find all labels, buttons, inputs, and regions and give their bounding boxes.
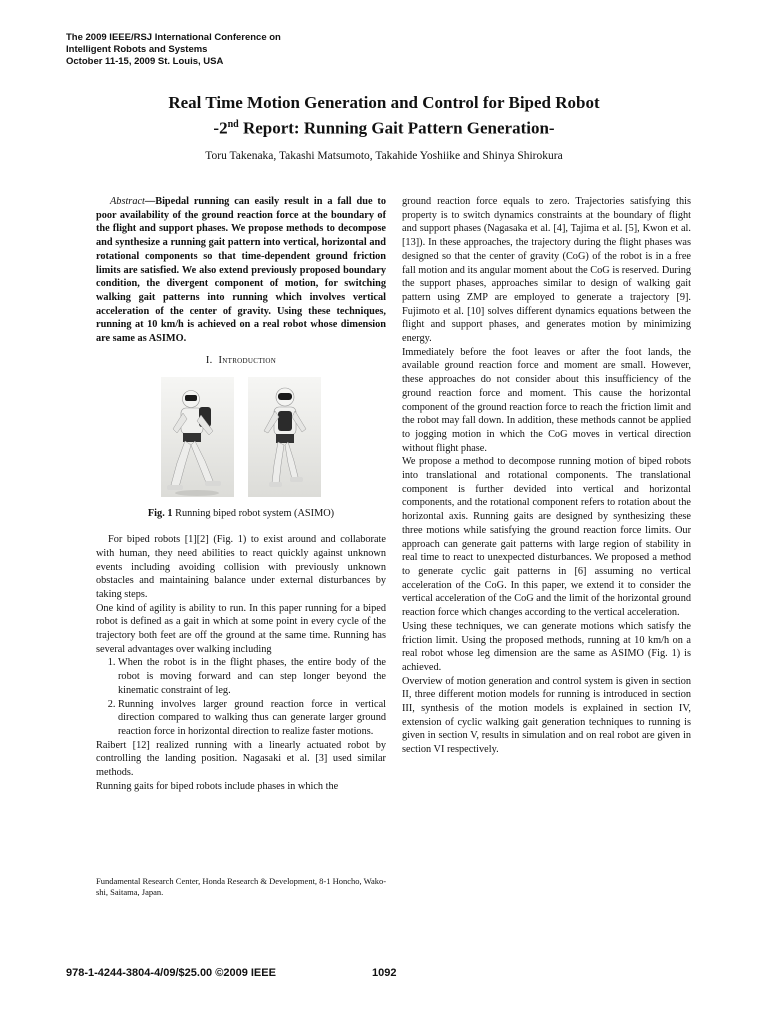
footer-isbn: 978-1-4244-3804-4/09/$25.00 ©2009 IEEE: [66, 967, 276, 979]
intro-paragraph-3: Raibert [12] realized running with a linearly actuated robot by controlling the landing position. Nagasaki et al. [3] used similar methods.: [96, 739, 386, 779]
section-heading-introduction: [96, 354, 386, 368]
abstract-text: Bipedal running can easily result in a fall due to poor availability of the ground reaction force at the boundary of the flight and support phases. We propose methods to decompose and synthesize a running gait pattern into vertical, horizontal and rotational components so that time-dependent ground friction limits are satisfied. We also extend previously proposed boundary condition, the divergent component of motion, for switching walking gait patterns into running which involves vertical acceleration of the center of gravity. Using these techniques, running at 10 km/h is achieved on a real robot whose dimension are same as ASIMO.: [96, 196, 386, 345]
abstract-dash: —: [144, 196, 156, 207]
conference-line-1: The 2009 IEEE/RSJ International Conference on: [66, 32, 281, 43]
list-item: 2. Running involves larger ground reaction force in vertical direction compared to walking thus can generate larger ground reaction force in horizontal direction to realize faster motions.: [118, 698, 386, 739]
right-paragraph-1: ground reaction force equals to zero. Trajectories satisfying this property is to switch dynamics constraints at the boundary of flight and support phases (Nagasaka et al. [4], Tajima et al. [5], Kwon et al. [13]). In these approaches, the trajectory during the flight phases was designed so that the center of gravity (CoG) of the robot is in a free fall motion and its angular moment about the CoG is reserved. During the support phases, approaches similar to design of walking gait pattern using ZMP are employed to generate a trajectory [9]. Fujimoto et al. [10] solves different dynamics equations between the flight and support phases, and generates motion by minimizing energy.: [402, 196, 691, 345]
title-rest: Report: Running Gait Pattern Generation-: [238, 118, 555, 138]
figure-caption-text: Running biped robot system (ASIMO): [172, 508, 335, 520]
right-column: [402, 195, 691, 757]
conference-line-2: Intelligent Robots and Systems: [66, 44, 208, 55]
list-item: 1. When the robot is in the flight phases, the entire body of the robot is moving forward and can step longer beyond the kinematic constraint of leg.: [118, 656, 386, 697]
robot-photo-airborne: [248, 377, 321, 497]
intro-paragraph-1: For biped robots [1][2] (Fig. 1) to exist around and collaborate with human, they need abilities to react quickly against unknown events including avoiding collision with previously unknown obstacles and maintaining balance under external disturbances by taking steps.: [96, 534, 386, 600]
paper-title: [0, 92, 768, 140]
right-paragraph-4: Using these techniques, we can generate motions which satisfy the friction limit. Using the proposed methods, running at 10 km/h on a real robot whose leg dimension are the same as ASIMO (Fig. 1) is achieved.: [402, 620, 691, 673]
left-column: [96, 195, 386, 794]
conference-header: [66, 32, 281, 68]
right-paragraph-2: Immediately before the foot leaves or after the foot lands, the available ground reaction force and moment are small. However, these approaches do not consider about this insufficiency of the ground reaction force and moment. This cause the horizontal component of the ground reaction force to reach the friction limit and the robot may fall down. In addition, these methods cannot be applied to jogging motion in which the CoG moves in vertical direction without flight phase.: [402, 346, 691, 454]
intro-paragraph-4: Running gaits for biped robots include phases in which the: [96, 780, 339, 792]
figure-1-images: [96, 377, 386, 497]
author-list: Toru Takenaka, Takashi Matsumoto, Takahide Yoshiike and Shinya Shirokura: [205, 150, 563, 162]
section-label: Introduction: [218, 354, 277, 366]
conference-line-3: October 11-15, 2009 St. Louis, USA: [66, 56, 224, 67]
robot-photo-running: [161, 377, 234, 497]
title-line-1: Real Time Motion Generation and Control for Biped Robot: [168, 93, 600, 112]
right-paragraph-5: Overview of motion generation and control system is given in section II, three different motion models for running is introduced in section III, synthesis of the motion models is explained in section IV, extension of cyclic walking gait generation techniques to running is given in section V, results in simulation and on real robot are given in section VI respectively.: [402, 675, 691, 756]
title-line-2: [0, 114, 768, 140]
section-numeral: I.: [205, 354, 213, 366]
advantages-list: [96, 656, 386, 738]
figure-1-caption: [96, 507, 386, 521]
footnote-affiliation: Fundamental Research Center, Honda Research & Development, 8-1 Honcho, Wako-shi, Saitama, Japan.: [96, 876, 387, 897]
intro-paragraph-2: One kind of agility is ability to run. In this paper running for a biped robot is defined as a gait in which at some point in every cycle of the trajectory both feet are off the ground at the same time. Running has several advantages over walking including: [96, 602, 386, 655]
abstract: [96, 195, 386, 346]
right-paragraph-3: We propose a method to decompose running motion of biped robots into translational and rotational components. The translational component is further devided into vertical and horizontal components, and the rotational component refers to rotation about the horizontal axis. Running gaits are designed by synthesizing these three motions while satisfying the ground reaction force limits. Our approach can generate gait patterns with large region of stability in real time to react to unexpected disturbances. We proposed a method to generate cyclic gait patterns in [6] assuming no vertical acceleration of the CoG. In this paper, we extend it to consider the vertical acceleration of the CoG and the limit of the horizontal ground reaction force which changes according to the vertical acceleration.: [402, 456, 691, 619]
title-prefix: -2: [213, 118, 228, 138]
page-number: 1092: [372, 967, 397, 979]
abstract-lead: Abstract: [110, 196, 145, 207]
title-superscript: nd: [227, 119, 239, 130]
figure-label: Fig. 1: [147, 508, 173, 520]
